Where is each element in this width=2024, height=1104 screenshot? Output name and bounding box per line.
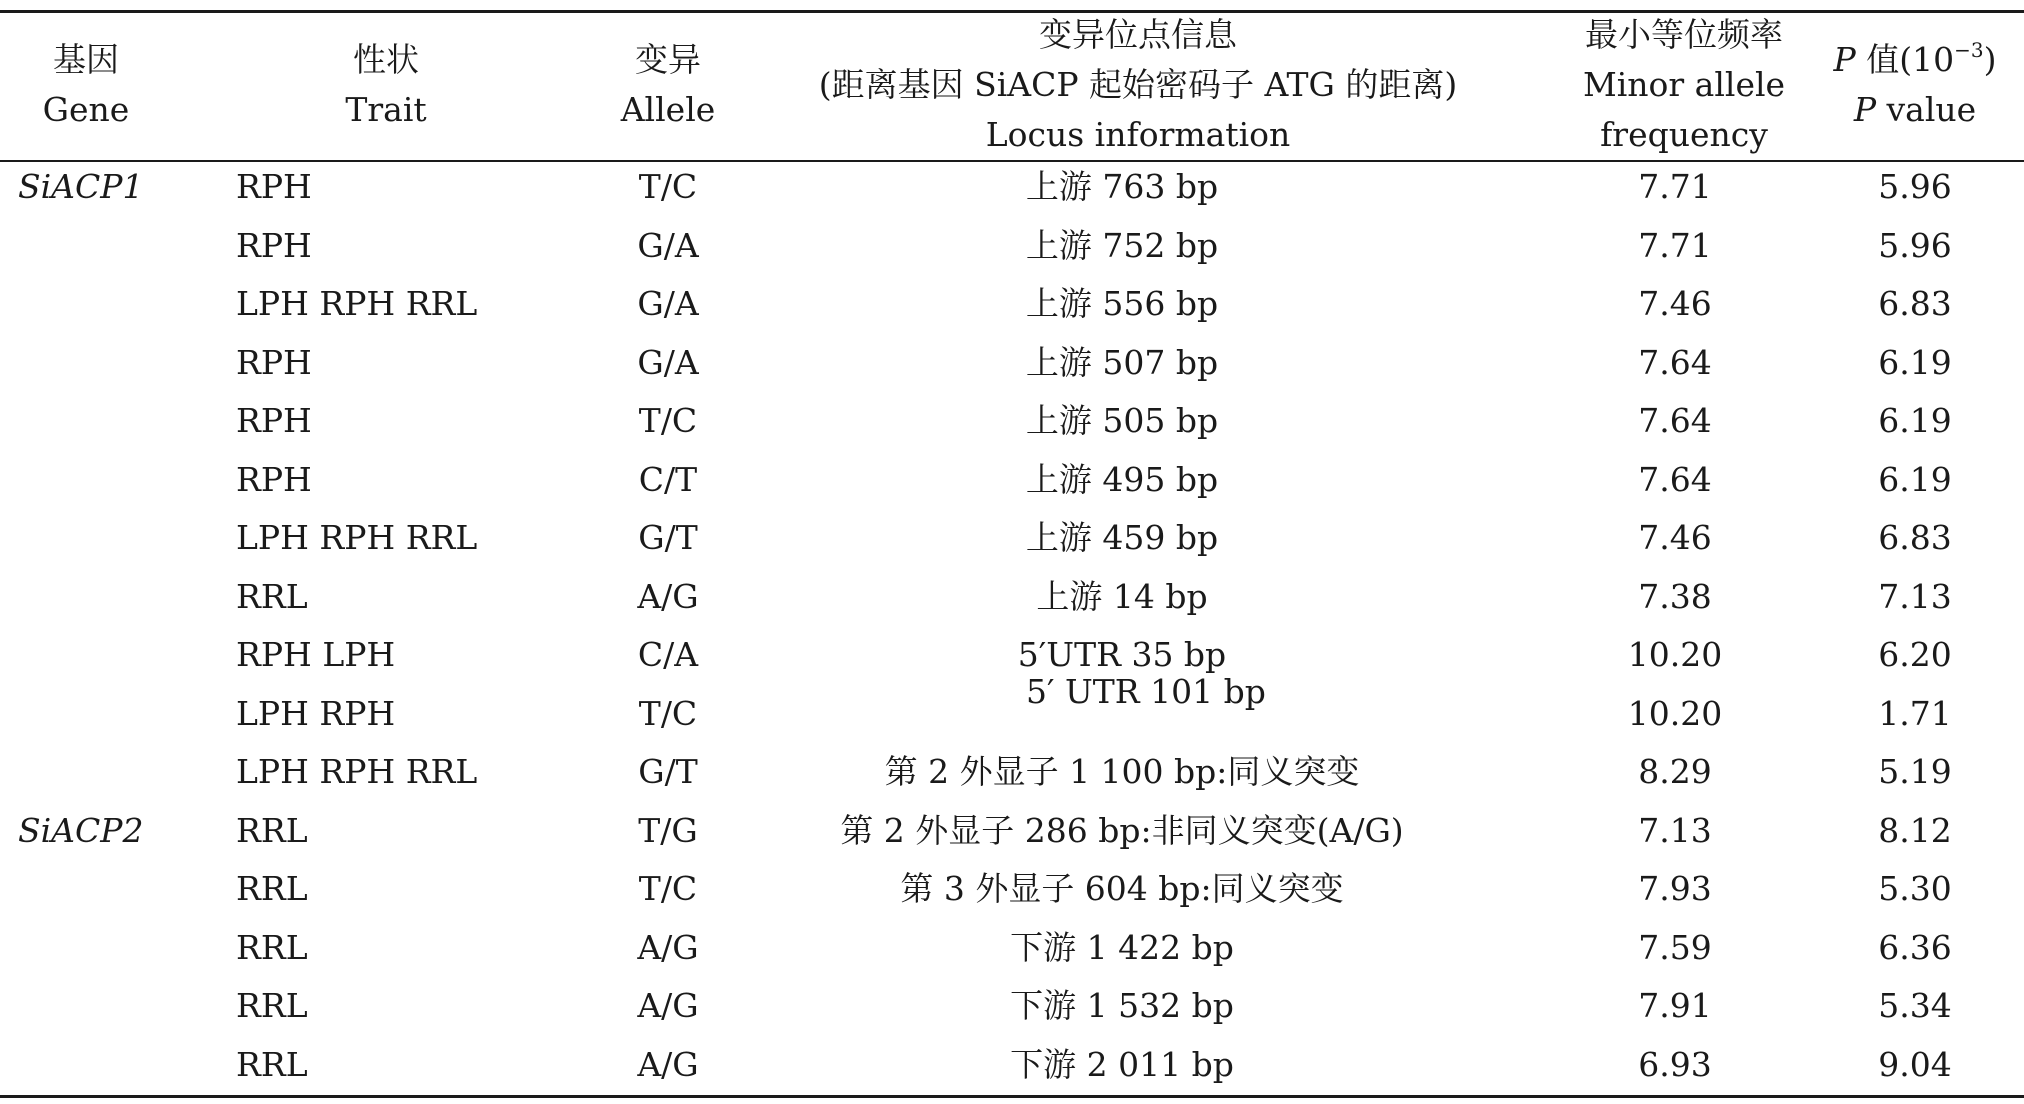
cell-pvalue: 6.36 — [1878, 927, 1952, 967]
cell-trait: RRL — [236, 986, 308, 1025]
cell-pvalue: 6.20 — [1878, 635, 1952, 674]
table-bottom-rule — [0, 1095, 2024, 1098]
cell-maf: 7.38 — [1638, 576, 1712, 616]
cell-pvalue: 9.04 — [1878, 1044, 1952, 1084]
cell-allele: A/G — [637, 927, 699, 967]
cell-allele: G/A — [637, 284, 699, 323]
cell-trait: RRL — [236, 576, 308, 616]
header-pvalue: P 值$(10^{-3})$ P value — [1833, 38, 1997, 129]
cell-trait: RPH — [236, 225, 312, 265]
cell-locus: 上游 752 bp — [1025, 225, 1219, 265]
header-gene: 基因 Gene — [42, 40, 130, 129]
cell-locus: 上游 14 bp — [1036, 576, 1208, 616]
cell-pvalue: 5.30 — [1878, 869, 1952, 908]
cell-locus: 上游 507 bp — [1025, 342, 1219, 382]
cell-trait: RRL — [236, 1044, 308, 1084]
cell-allele: T/C — [638, 401, 698, 440]
cell-allele: G/T — [638, 752, 698, 791]
cell-locus: 上游 495 bp — [1025, 459, 1219, 499]
cell-maf: 6.93 — [1638, 1044, 1712, 1084]
cell-trait: LPH RPH RRL — [236, 518, 478, 557]
cell-pvalue: 6.19 — [1878, 401, 1952, 440]
cell-trait: RPH — [236, 167, 312, 206]
cell-maf: 7.46 — [1638, 518, 1712, 557]
cell-allele: A/G — [637, 1044, 699, 1084]
cell-allele: G/A — [637, 225, 699, 265]
cell-maf: 7.64 — [1638, 459, 1712, 499]
cell-trait: RPH — [236, 401, 312, 440]
cell-maf: 10.20 — [1627, 693, 1723, 733]
cell-pvalue: 5.96 — [1878, 167, 1952, 206]
cell-locus: 5′ UTR 101 bp — [1026, 671, 1266, 711]
cell-trait: LPH RPH RRL — [236, 284, 478, 323]
cell-allele: G/T — [638, 518, 698, 557]
cell-locus: 第 3 外显子 604 bp:同义突变 — [900, 869, 1344, 908]
header-maf: 最小等位频率 Minor allele frequency — [1582, 15, 1786, 154]
cell-pvalue: 1.71 — [1878, 693, 1952, 733]
cell-pvalue: 6.19 — [1878, 342, 1952, 382]
cell-maf: 7.93 — [1638, 869, 1712, 908]
cell-allele: A/G — [637, 986, 699, 1025]
table-header-rule — [0, 160, 2024, 162]
cell-gene: SiACP1 — [18, 167, 144, 206]
cell-maf: 7.64 — [1638, 342, 1712, 382]
cell-locus: 第 2 外显子 286 bp:非同义突变(A/G) — [840, 810, 1404, 850]
header-trait: 性状 Trait — [345, 40, 427, 129]
header-locus: 变异位点信息 (距离基因 SiACP 起始密码子 ATG 的距离) Locus information — [818, 15, 1458, 154]
cell-pvalue: 5.19 — [1878, 752, 1952, 791]
cell-allele: A/G — [637, 576, 699, 616]
cell-maf: 8.29 — [1638, 752, 1712, 791]
cell-maf: 10.20 — [1627, 635, 1723, 674]
cell-allele: T/C — [638, 693, 698, 733]
cell-locus: 下游 2 011 bp — [1010, 1044, 1234, 1084]
cell-maf: 7.91 — [1638, 986, 1712, 1025]
cell-pvalue: 6.19 — [1878, 459, 1952, 499]
cell-maf: 7.59 — [1638, 927, 1712, 967]
cell-trait: RRL — [236, 869, 308, 908]
cell-allele: C/T — [638, 459, 698, 499]
cell-allele: T/C — [638, 869, 698, 908]
cell-pvalue: 5.96 — [1878, 225, 1952, 265]
cell-allele: T/C — [638, 167, 698, 206]
cell-allele: G/A — [637, 342, 699, 382]
cell-pvalue: 7.13 — [1878, 576, 1952, 616]
cell-gene: SiACP2 — [18, 810, 144, 850]
cell-maf: 7.46 — [1638, 284, 1712, 323]
cell-locus: 第 2 外显子 1 100 bp:同义突变 — [884, 752, 1360, 791]
cell-trait: RRL — [236, 927, 308, 967]
cell-pvalue: 6.83 — [1878, 518, 1952, 557]
cell-locus: 下游 1 532 bp — [1010, 986, 1234, 1025]
cell-maf: 7.13 — [1638, 810, 1712, 850]
cell-trait: RPH — [236, 342, 312, 382]
cell-pvalue: 6.83 — [1878, 284, 1952, 323]
cell-maf: 7.64 — [1638, 401, 1712, 440]
cell-locus: 上游 459 bp — [1025, 518, 1219, 557]
cell-allele: C/A — [637, 635, 699, 674]
cell-locus: 5′UTR 35 bp — [1017, 635, 1227, 674]
cell-locus: 上游 505 bp — [1025, 401, 1219, 440]
cell-maf: 7.71 — [1638, 225, 1712, 265]
cell-trait: RRL — [236, 810, 308, 850]
cell-locus: 上游 556 bp — [1025, 284, 1219, 323]
cell-maf: 7.71 — [1638, 167, 1712, 206]
cell-trait: LPH RPH — [236, 693, 396, 733]
cell-locus: 上游 763 bp — [1025, 167, 1219, 206]
cell-trait: RPH — [236, 459, 312, 499]
cell-trait: LPH RPH RRL — [236, 752, 478, 791]
cell-locus: 下游 1 422 bp — [1010, 927, 1234, 967]
header-allele: 变异 Allele — [620, 40, 716, 129]
cell-allele: T/G — [638, 810, 698, 850]
cell-pvalue: 5.34 — [1878, 986, 1952, 1025]
cell-pvalue: 8.12 — [1878, 810, 1952, 850]
cell-trait: RPH LPH — [236, 635, 396, 674]
